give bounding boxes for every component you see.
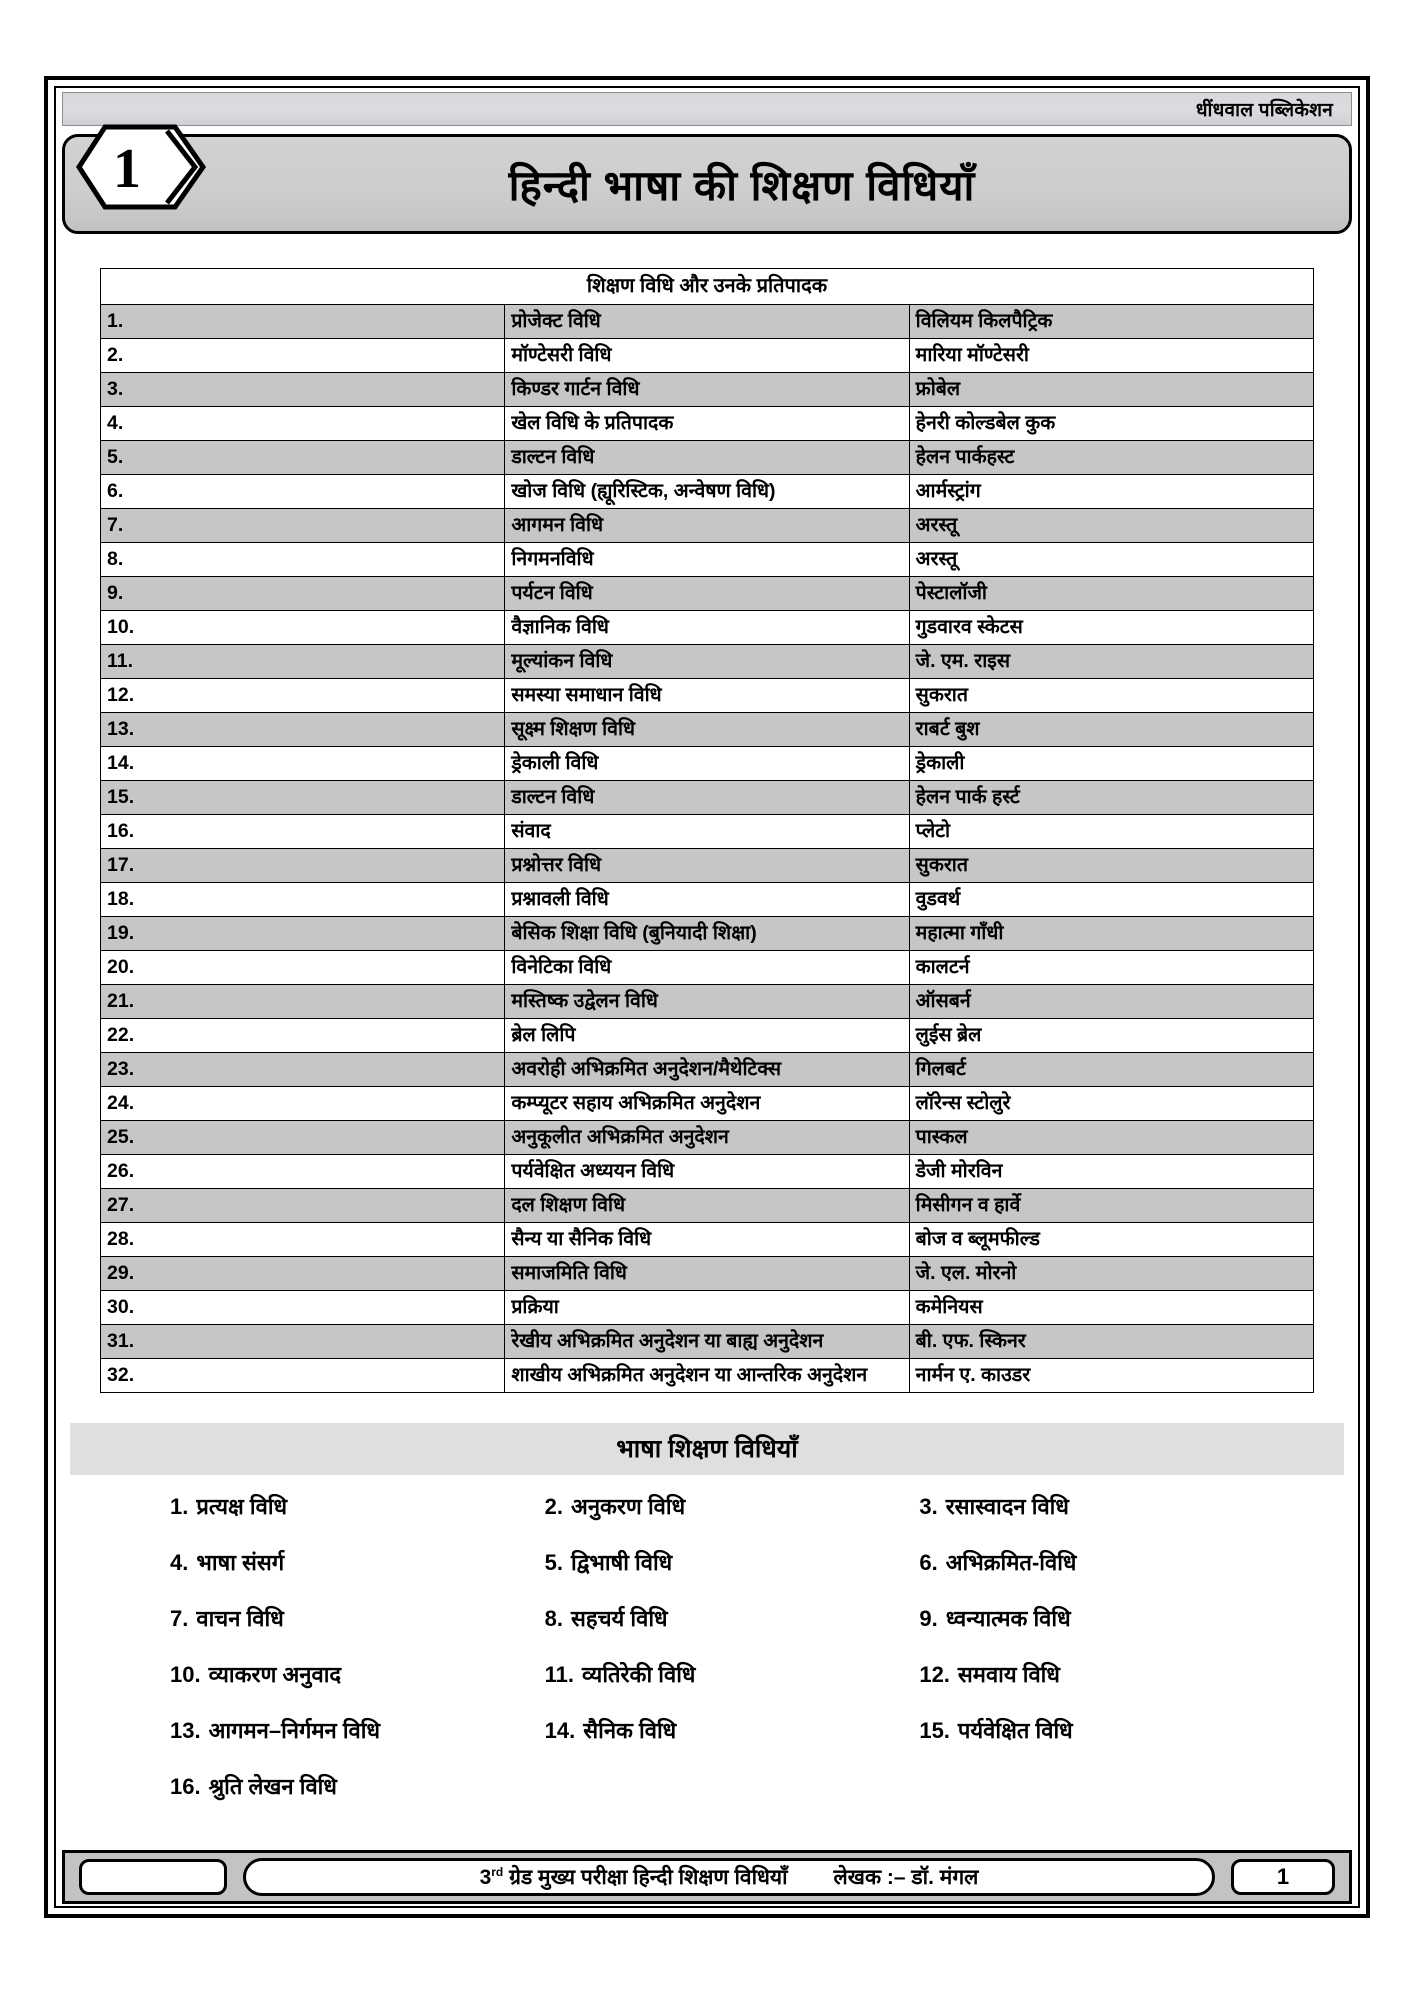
table-row [101, 645, 1314, 679]
list-item-number: 5. [544, 1550, 564, 1575]
row-proponent-name: महात्मा गाँधी [909, 917, 1313, 951]
methods-table [100, 268, 1314, 1393]
row-serial-number: 27. [101, 1189, 505, 1223]
table-row [101, 305, 1314, 339]
list-item-label: आगमन–निर्गमन विधि [208, 1718, 380, 1743]
list-item [919, 1491, 1284, 1521]
row-proponent-name: डेजी मोरविन [909, 1155, 1313, 1189]
row-serial-number: 32. [101, 1359, 505, 1393]
row-serial-number: 24. [101, 1087, 505, 1121]
list-item [170, 1491, 535, 1521]
row-proponent-name: मारिया मॉण्टेसरी [909, 339, 1313, 373]
list-item-number: 9. [919, 1606, 938, 1631]
footer-left-box [79, 1859, 227, 1895]
table-row [101, 1291, 1314, 1325]
row-method-name: सैन्य या सैनिक विधि [505, 1223, 909, 1257]
row-method-name: पर्यवेक्षित अध्ययन विधि [505, 1155, 909, 1189]
list-item [919, 1603, 1284, 1633]
page-title: हिन्दी भाषा की शिक्षण विधियाँ [508, 161, 976, 209]
list-item [919, 1715, 1284, 1745]
row-serial-number: 12. [101, 679, 505, 713]
list-item-label: व्यतिरेकी विधि [582, 1662, 696, 1687]
row-serial-number: 26. [101, 1155, 505, 1189]
row-method-name: सूक्ष्म शिक्षण विधि [505, 713, 909, 747]
list-item-label: द्विभाषी विधि [571, 1550, 673, 1575]
footer-center-bar [243, 1858, 1215, 1896]
row-proponent-name: नार्मन ए. काउडर [909, 1359, 1313, 1393]
list-item-number: 8. [544, 1606, 564, 1631]
row-serial-number: 10. [101, 611, 505, 645]
table-heading: शिक्षण विधि और उनके प्रतिपादक [101, 269, 1314, 305]
row-serial-number: 20. [101, 951, 505, 985]
row-serial-number: 7. [101, 509, 505, 543]
row-method-name: मॉण्टेसरी विधि [505, 339, 909, 373]
row-serial-number: 16. [101, 815, 505, 849]
table-header-row [101, 269, 1314, 305]
row-method-name: मस्तिष्क उद्वेलन विधि [505, 985, 909, 1019]
row-proponent-name: ड्रेकाली [909, 747, 1313, 781]
row-method-name: मूल्यांकन विधि [505, 645, 909, 679]
list-item-label: व्याकरण अनुवाद [208, 1662, 342, 1687]
page-content [62, 92, 1352, 1902]
footer-exam-text: ग्रेड मुख्य परीक्षा हिन्दी शिक्षण विधियाँ [503, 1866, 788, 1889]
row-serial-number: 28. [101, 1223, 505, 1257]
row-proponent-name: हेनरी कोल्डबेल कुक [909, 407, 1313, 441]
list-item-number: 1. [170, 1494, 189, 1519]
row-proponent-name: हेलन पार्कहस्ट [909, 441, 1313, 475]
row-serial-number: 4. [101, 407, 505, 441]
row-serial-number: 13. [101, 713, 505, 747]
table-row [101, 475, 1314, 509]
row-method-name: शाखीय अभिक्रमित अनुदेशन या आन्तरिक अनुदेशन [505, 1359, 909, 1393]
table-row [101, 441, 1314, 475]
list-item-label: श्रुति लेखन विधि [208, 1774, 337, 1799]
methods-table-body [101, 305, 1314, 1393]
row-serial-number: 23. [101, 1053, 505, 1087]
language-methods-heading: भाषा शिक्षण विधियाँ [70, 1423, 1344, 1475]
list-item [170, 1771, 535, 1801]
footer-page-number: 1 [1231, 1859, 1335, 1895]
list-item-label: प्रत्यक्ष विधि [196, 1494, 288, 1519]
row-method-name: अवरोही अभिक्रमित अनुदेशन/मैथेटिक्स [505, 1053, 909, 1087]
list-item [545, 1715, 910, 1745]
list-item [545, 1603, 910, 1633]
list-item-label: रसास्वादन विधि [945, 1494, 1069, 1519]
list-item-label: भाषा संसर्ग [196, 1550, 285, 1575]
row-method-name: किण्डर गार्टन विधि [505, 373, 909, 407]
row-proponent-name: लुईस ब्रेल [909, 1019, 1313, 1053]
row-method-name: ब्रेल लिपि [505, 1019, 909, 1053]
methods-table-wrapper [62, 268, 1352, 1393]
table-row [101, 1053, 1314, 1087]
row-proponent-name: प्लेटो [909, 815, 1313, 849]
row-serial-number: 29. [101, 1257, 505, 1291]
row-serial-number: 3. [101, 373, 505, 407]
chapter-banner [62, 134, 1352, 234]
footer-author: लेखक :– डॉ. मंगल [833, 1866, 979, 1889]
row-method-name: दल शिक्षण विधि [505, 1189, 909, 1223]
list-item-number: 14. [544, 1718, 576, 1743]
row-serial-number: 25. [101, 1121, 505, 1155]
row-proponent-name: ऑसबर्न [909, 985, 1313, 1019]
row-serial-number: 15. [101, 781, 505, 815]
list-item-label: अभिक्रमित-विधि [945, 1550, 1077, 1575]
list-item [170, 1715, 535, 1745]
row-method-name: वैज्ञानिक विधि [505, 611, 909, 645]
row-serial-number: 18. [101, 883, 505, 917]
list-item-number: 13. [170, 1718, 201, 1743]
row-proponent-name: गिलबर्ट [909, 1053, 1313, 1087]
row-method-name: पर्यटन विधि [505, 577, 909, 611]
row-proponent-name: जे. एल. मोरनो [909, 1257, 1313, 1291]
list-item-number: 16. [170, 1774, 201, 1799]
table-row [101, 747, 1314, 781]
row-proponent-name: सुकरात [909, 849, 1313, 883]
list-item [919, 1659, 1284, 1689]
row-serial-number: 19. [101, 917, 505, 951]
language-methods-section [62, 1423, 1352, 1801]
row-proponent-name: बी. एफ. स्किनर [909, 1325, 1313, 1359]
row-proponent-name: राबर्ट बुश [909, 713, 1313, 747]
list-item [919, 1547, 1284, 1577]
list-item-number: 12. [919, 1662, 950, 1687]
list-item-number: 15. [919, 1718, 950, 1743]
row-proponent-name: अरस्तू [909, 509, 1313, 543]
table-row [101, 1121, 1314, 1155]
row-method-name: समाजमिति विधि [505, 1257, 909, 1291]
table-row [101, 1325, 1314, 1359]
list-item-label: पर्यवेक्षित विधि [957, 1718, 1073, 1743]
row-proponent-name: फ्रोबेल [909, 373, 1313, 407]
row-method-name: प्रश्नोत्तर विधि [505, 849, 909, 883]
page-frame [44, 76, 1370, 1918]
row-serial-number: 21. [101, 985, 505, 1019]
row-proponent-name: हेलन पार्क हर्स्ट [909, 781, 1313, 815]
row-method-name: अनुकूलीत अभिक्रमित अनुदेशन [505, 1121, 909, 1155]
row-serial-number: 11. [101, 645, 505, 679]
list-item-number: 4. [170, 1550, 189, 1575]
row-serial-number: 2. [101, 339, 505, 373]
row-serial-number: 22. [101, 1019, 505, 1053]
list-item-number: 2. [544, 1494, 564, 1519]
page-footer [62, 1850, 1352, 1904]
row-method-name: खेल विधि के प्रतिपादक [505, 407, 909, 441]
row-proponent-name: आर्मस्ट्रांग [909, 475, 1313, 509]
list-item-number: 6. [919, 1550, 938, 1575]
list-item-label: सैनिक विधि [583, 1718, 677, 1743]
publisher-name: धींधवाल पब्लिकेशन [1195, 100, 1333, 121]
list-item [170, 1547, 535, 1577]
row-serial-number: 5. [101, 441, 505, 475]
row-serial-number: 6. [101, 475, 505, 509]
table-row [101, 713, 1314, 747]
list-item [170, 1603, 535, 1633]
language-methods-grid [70, 1491, 1344, 1801]
row-serial-number: 8. [101, 543, 505, 577]
list-item [545, 1547, 910, 1577]
row-method-name: प्रोजेक्ट विधि [505, 305, 909, 339]
list-item-number: 7. [170, 1606, 189, 1631]
row-method-name: ड्रेकाली विधि [505, 747, 909, 781]
list-item-label: सहचर्य विधि [571, 1606, 668, 1631]
table-row [101, 985, 1314, 1019]
list-item-number: 10. [170, 1662, 201, 1687]
table-row [101, 407, 1314, 441]
table-row [101, 883, 1314, 917]
table-row [101, 679, 1314, 713]
row-proponent-name: कालटर्न [909, 951, 1313, 985]
row-proponent-name: अरस्तू [909, 543, 1313, 577]
row-serial-number: 9. [101, 577, 505, 611]
row-proponent-name: गुडवारव स्केटस [909, 611, 1313, 645]
row-proponent-name: लॉरेन्स स्टोलुरे [909, 1087, 1313, 1121]
list-item-number: 3. [919, 1494, 938, 1519]
list-item-label: अनुकरण विधि [571, 1494, 686, 1519]
table-row [101, 373, 1314, 407]
list-item-label: वाचन विधि [196, 1606, 284, 1631]
row-proponent-name: पास्कल [909, 1121, 1313, 1155]
table-row [101, 849, 1314, 883]
row-serial-number: 30. [101, 1291, 505, 1325]
table-row [101, 509, 1314, 543]
table-row [101, 815, 1314, 849]
list-item-number: 11. [544, 1662, 575, 1687]
row-proponent-name: सुकरात [909, 679, 1313, 713]
table-row [101, 1189, 1314, 1223]
table-row [101, 1223, 1314, 1257]
footer-exam-title [480, 1863, 788, 1891]
row-method-name: डाल्टन विधि [505, 441, 909, 475]
list-item [545, 1491, 910, 1521]
row-method-name: समस्या समाधान विधि [505, 679, 909, 713]
chapter-number: 1 [113, 138, 141, 200]
row-proponent-name: बोज व ब्लूमफील्ड [909, 1223, 1313, 1257]
row-proponent-name: वुडवर्थ [909, 883, 1313, 917]
list-item-label: समवाय विधि [957, 1662, 1060, 1687]
row-method-name: विनेटिका विधि [505, 951, 909, 985]
table-row [101, 917, 1314, 951]
row-method-name: प्रश्नावली विधि [505, 883, 909, 917]
list-item [545, 1659, 910, 1689]
chapter-number-badge [71, 121, 221, 213]
table-row [101, 1257, 1314, 1291]
table-row [101, 1359, 1314, 1393]
footer-exam-superscript: rd [491, 1865, 504, 1879]
table-row [101, 339, 1314, 373]
list-item [170, 1659, 535, 1689]
row-method-name: प्रक्रिया [505, 1291, 909, 1325]
row-method-name: खोज विधि (ह्यूरिस्टिक, अन्वेषण विधि) [505, 475, 909, 509]
table-row [101, 543, 1314, 577]
row-method-name: निगमनविधि [505, 543, 909, 577]
row-method-name: संवाद [505, 815, 909, 849]
row-method-name: आगमन विधि [505, 509, 909, 543]
row-method-name: बेसिक शिक्षा विधि (बुनियादी शिक्षा) [505, 917, 909, 951]
row-method-name: रेखीय अभिक्रमित अनुदेशन या बाह्य अनुदेशन [505, 1325, 909, 1359]
row-method-name: कम्प्यूटर सहाय अभिक्रमित अनुदेशन [505, 1087, 909, 1121]
table-row [101, 577, 1314, 611]
row-serial-number: 17. [101, 849, 505, 883]
table-row [101, 1019, 1314, 1053]
table-row [101, 1155, 1314, 1189]
table-row [101, 781, 1314, 815]
row-method-name: डाल्टन विधि [505, 781, 909, 815]
table-row [101, 951, 1314, 985]
row-serial-number: 31. [101, 1325, 505, 1359]
footer-exam-prefix: 3 [479, 1866, 492, 1889]
table-row [101, 1087, 1314, 1121]
row-proponent-name: जे. एम. राइस [909, 645, 1313, 679]
list-item-label: ध्वन्यात्मक विधि [945, 1606, 1071, 1631]
row-proponent-name: पेस्टालॉजी [909, 577, 1313, 611]
row-serial-number: 14. [101, 747, 505, 781]
row-proponent-name: मिसीगन व हार्वे [909, 1189, 1313, 1223]
publisher-bar [62, 92, 1352, 126]
table-row [101, 611, 1314, 645]
row-proponent-name: विलियम किलपैट्रिक [909, 305, 1313, 339]
row-proponent-name: कमेनियस [909, 1291, 1313, 1325]
row-serial-number: 1. [101, 305, 505, 339]
